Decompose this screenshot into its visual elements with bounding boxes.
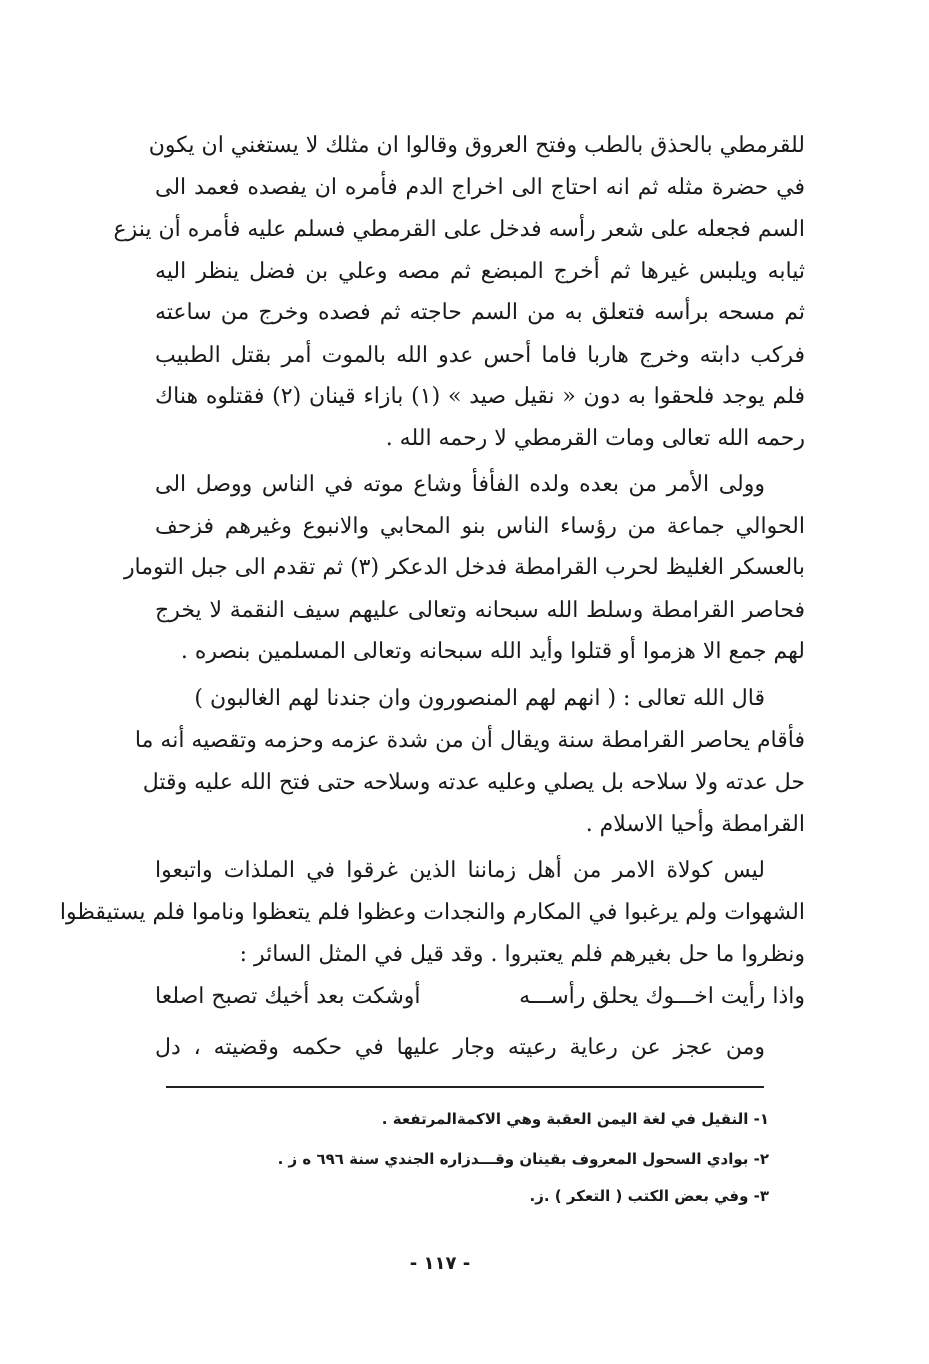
body-line: للقرمطي بالحذق بالطب وفتح العروق وقالوا ان مثلك لا يستغني ان يكون xyxy=(148,133,805,158)
body-line: فلم يوجد فلحقوا به دون « نقيل صيد » (١) بازاء قينان (٢) فقتلوه هناك xyxy=(155,384,805,409)
body-line: ثيابه ويلبس غيرها ثم أخرج المبضع ثم مصه وعلي بن فضل ينظر اليه xyxy=(155,259,805,284)
body-line: الحوالي جماعة من رؤساء الناس بنو المحابي والانبوع وغيرهم فزحف xyxy=(155,514,805,539)
body-line: فركب دابته وخرج هاربا فاما أحس عدو الله بالموت أمر بقتل الطبيب xyxy=(155,343,805,368)
verse-second-hemistich: أوشكت بعد أخيك تصبح اصلعا xyxy=(155,984,421,1009)
quran-quote-line: قال الله تعالى : ( انهم لهم المنصورون وان جندنا لهم الغالبون ) xyxy=(194,686,765,711)
footnote: ١- النقيل في لغة اليمن العقبة وهي الاكمةالمرتفعة . xyxy=(381,1110,769,1128)
body-line: فأقام يحاصر القرامطة سنة ويقال أن من شدة عزمه وحزمه وتقصيه أنه ما xyxy=(134,728,805,753)
body-line: حل عدته ولا سلاحه بل يصلي وعليه عدته وسلاحه حتى فتح الله عليه وقتل xyxy=(142,770,805,795)
body-line: ونظروا ما حل بغيرهم فلم يعتبروا . وقد قيل في المثل السائر : xyxy=(239,942,805,967)
body-line: ثم مسحه برأسه فتعلق به من السم حاجته ثم فصده وخرج من ساعته xyxy=(155,300,805,325)
body-line: ليس كولاة الامر من أهل زماننا الذين غرقوا في الملذات واتبعوا xyxy=(155,858,765,883)
footnote: ٢- بوادي السحول المعروف بقينان وقـــدزاره الجندي سنة ٦٩٦ ه ز . xyxy=(277,1150,769,1168)
poetry-verse xyxy=(155,982,805,1012)
body-line: بالعسكر الغليظ لحرب القرامطة فدخل الدعكر (٣) ثم تقدم الى جبل التومار xyxy=(123,555,805,580)
page-number: - ١١٧ - xyxy=(409,1253,471,1274)
body-line: رحمه الله تعالى ومات القرمطي لا رحمه الله . xyxy=(385,426,805,451)
body-line: في حضرة مثله ثم انه احتاج الى اخراج الدم فأمره ان يفصده فعمد الى xyxy=(155,175,805,200)
body-line: فحاصر القرامطة وسلط الله سبحانه وتعالى عليهم سيف النقمة لا يخرج xyxy=(155,598,805,623)
body-line: الشهوات ولم يرغبوا في المكارم والنجدات وعظوا فلم يتعظوا وناموا فلم يستيقظوا xyxy=(59,900,805,925)
body-line: لهم جمع الا هزموا أو قتلوا وأيد الله سبحانه وتعالى المسلمين بنصره . xyxy=(180,639,805,664)
footnote: ٣- وفي بعض الكتب ( التعكر ) .ز. xyxy=(529,1187,769,1205)
body-line: السم فجعله على شعر رأسه فدخل على القرمطي فسلم عليه فأمره أن ينزع xyxy=(113,217,805,242)
verse-first-hemistich: واذا رأيت اخـــوك يحلق رأســـه xyxy=(519,984,805,1009)
body-line: القرامطة وأحيا الاسلام . xyxy=(585,812,805,837)
body-line: ومن عجز عن رعاية رعيته وجار عليها في حكمه وقضيته ، دل xyxy=(155,1035,765,1060)
body-line: وولى الأمر من بعده ولده الفأفأ وشاع موته في الناس ووصل الى xyxy=(155,472,765,497)
footnote-separator xyxy=(166,1086,764,1088)
